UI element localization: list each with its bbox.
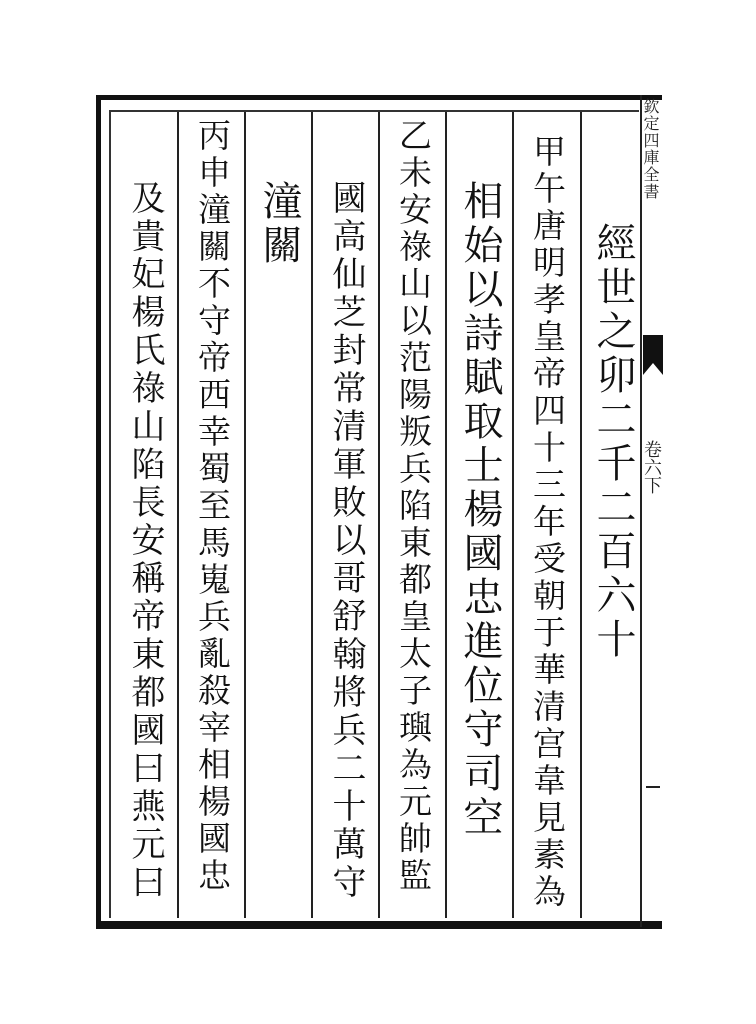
banxin-juan-label: 卷六下 bbox=[641, 440, 662, 494]
inner-frame-top bbox=[109, 110, 639, 112]
column-rule bbox=[512, 112, 514, 918]
text-column-3: 相始以詩賦取士楊國忠進位守司空 bbox=[457, 180, 503, 840]
banxin-title: 欽定四庫全書 bbox=[641, 98, 660, 200]
banxin-tick bbox=[646, 786, 660, 788]
text-column-8: 及貴妃楊氏祿山陷長安稱帝東都國曰燕元曰 bbox=[125, 180, 165, 902]
column-rule bbox=[177, 112, 179, 918]
column-rule bbox=[580, 112, 582, 918]
inner-frame-left bbox=[109, 110, 111, 918]
column-rule bbox=[378, 112, 380, 918]
frame-bottom-border bbox=[96, 921, 662, 929]
text-column-6: 潼關 bbox=[256, 180, 302, 268]
text-column-4: 乙未安祿山以范陽叛兵陷東都皇太子璵為元帥監 bbox=[394, 118, 433, 895]
column-rule bbox=[244, 112, 246, 918]
column-rule bbox=[311, 112, 313, 918]
text-column-1: 經世之卯二千二百六十 bbox=[590, 222, 636, 662]
text-column-7: 丙申潼關不守帝西幸蜀至馬嵬兵亂殺宰相楊國忠 bbox=[193, 118, 232, 895]
column-rule bbox=[445, 112, 447, 918]
text-column-2: 甲午唐明孝皇帝四十三年受朝于華清宫韋見素為 bbox=[528, 134, 567, 911]
text-column-5: 國高仙芝封常清軍敗以哥舒翰將兵二十萬守 bbox=[326, 180, 366, 902]
